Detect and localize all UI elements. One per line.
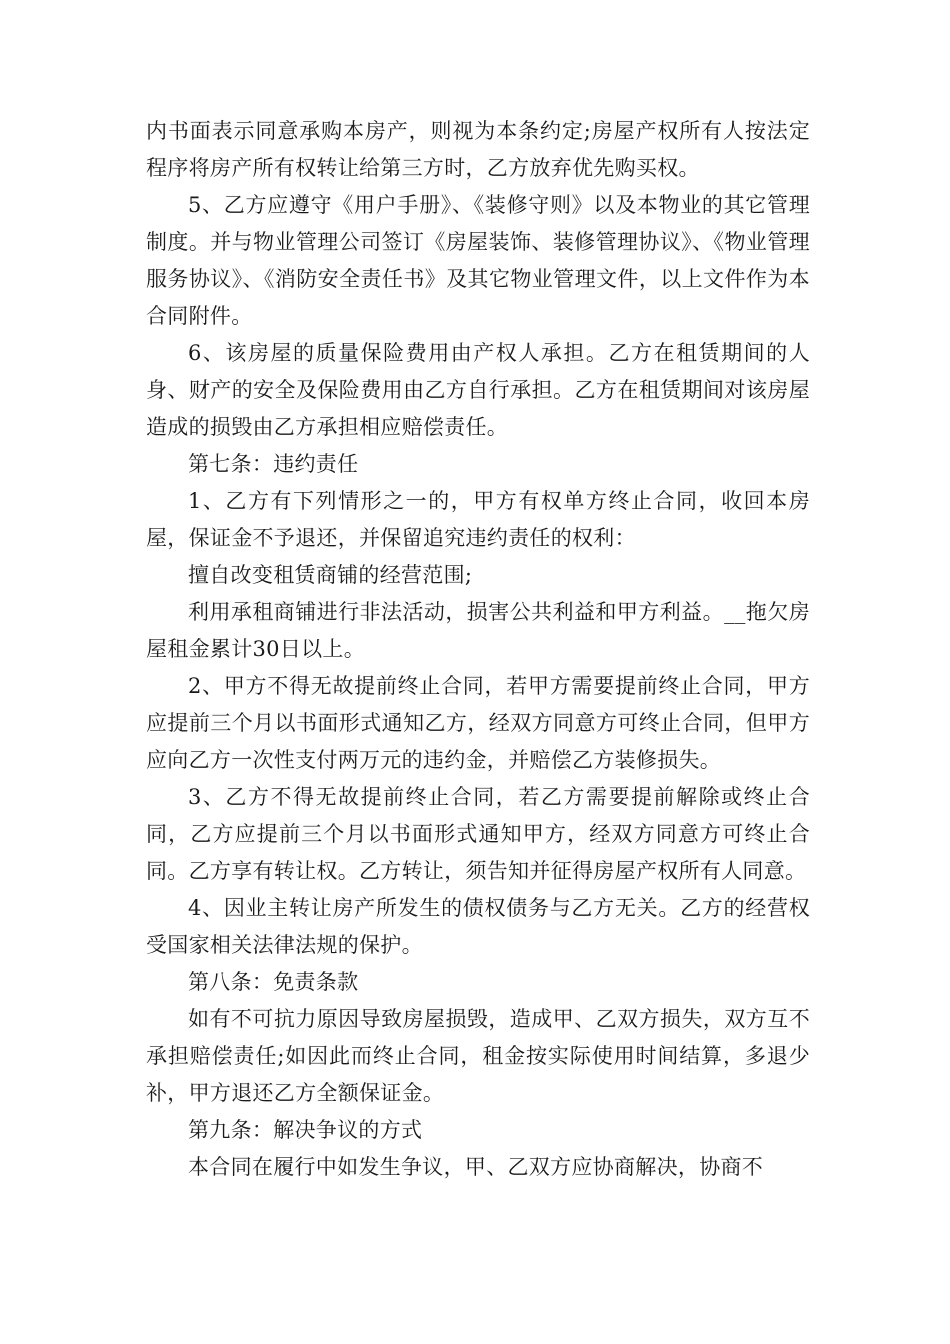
document-body [146,113,810,1186]
section-heading-article-8: 第八条：免责条款 [188,970,359,994]
paragraph-force-majeure: 如有不可抗力原因导致房屋损毁，造成甲、乙双方损失，双方互不承担赔偿责任;如因此而终止合同，租金按实际使用时间结算，多退少补，甲方退还乙方全额保证金。 [146,1007,810,1105]
paragraph-breach-2: 2、甲方不得无故提前终止合同，若甲方需要提前终止合同，甲方应提前三个月以书面形式通知乙方，经双方同意方可终止合同，但甲方应向乙方一次性支付两万元的违约金，并赔偿乙方装修损失。 [146,674,810,772]
paragraph-breach-1: 1、乙方有下列情形之一的，甲方有权单方终止合同，收回本房屋，保证金不予退还，并保留追究违约责任的权利： [146,489,810,550]
paragraph-continuation: 内书面表示同意承购本房产，则视为本条约定;房屋产权所有人按法定程序将房产所有权转让给第三方时，乙方放弃优先购买权。 [146,119,810,180]
paragraph-dispute-resolution: 本合同在履行中如发生争议，甲、乙双方应协商解决，协商不 [188,1155,764,1179]
paragraph-breach-4: 4、因业主转让房产所发生的债权债务与乙方无关。乙方的经营权受国家相关法律法规的保护。 [146,896,810,957]
paragraph-breach-3: 3、乙方不得无故提前终止合同，若乙方需要提前解除或终止合同，乙方应提前三个月以书面形式通知甲方，经双方同意方可终止合同。乙方享有转让权。乙方转让，须告知并征得房屋产权所有人同意。 [146,785,810,883]
section-heading-article-9: 第九条：解决争议的方式 [188,1118,423,1142]
paragraph-clause-5: 5、乙方应遵守《用户手册》、《装修守则》以及本物业的其它管理制度。并与物业管理公司签订《房屋装饰、装修管理协议》、《物业管理服务协议》、《消防安全责任书》及其它物业管理文件，以上文件作为本合同附件。 [146,193,810,328]
section-heading-article-7: 第七条：违约责任 [188,452,359,476]
paragraph-clause-6: 6、该房屋的质量保险费用由产权人承担。乙方在租赁期间的人身、财产的安全及保险费用由乙方自行承担。乙方在租赁期间对该房屋造成的损毁由乙方承担相应赔偿责任。 [146,341,810,439]
paragraph-breach-1-item-b: 利用承租商铺进行非法活动，损害公共利益和甲方利益。__拖欠房屋租金累计30日以上。 [146,600,810,661]
paragraph-breach-1-item-a: 擅自改变租赁商铺的经营范围; [188,563,473,587]
